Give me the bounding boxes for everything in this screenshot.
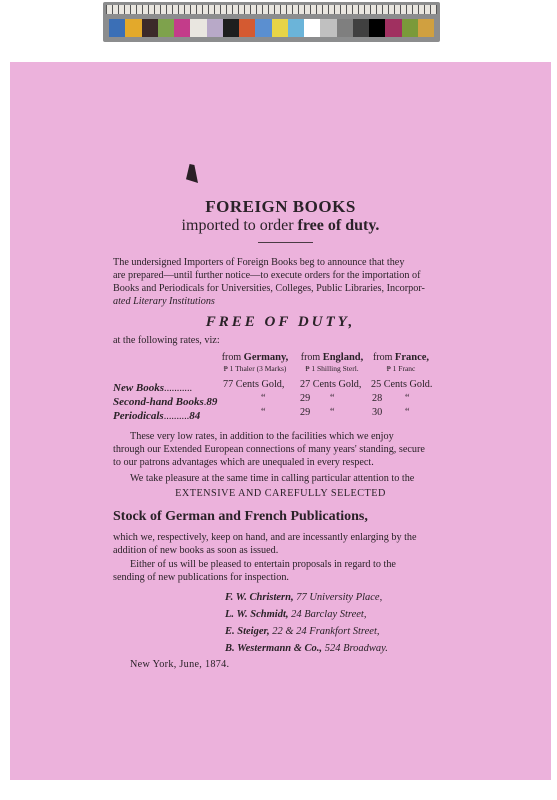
para4-line-1: which we, respectively, keep on hand, and are incessantly enlarging by the — [113, 532, 417, 543]
signatory: L. W. Schmidt, 24 Barclay Street, — [225, 609, 367, 620]
signatory: B. Westermann & Co., 524 Broadway. — [225, 643, 388, 654]
ditto-mark: “ — [330, 407, 335, 418]
subtitle-pre: imported to order — [181, 217, 294, 234]
ditto-mark: “ — [405, 393, 410, 404]
signatory: E. Steiger, 22 & 24 Frankfort Street, — [225, 626, 380, 637]
color-chip — [288, 19, 304, 37]
table-row: Second-hand Books.89 — [113, 396, 218, 408]
rates-intro: at the following rates, viz: — [113, 335, 220, 346]
dateline: New York, June, 1874. — [130, 659, 230, 670]
intro-line-3: Books and Periodicals for Universities, Colleges, Public Libraries, Incorpor- — [113, 283, 425, 294]
table-row: New Books........... — [113, 382, 193, 394]
cell-england: 27 Cents Gold, — [300, 379, 362, 390]
cell-england: 29 — [300, 393, 311, 404]
intro-line-2: are prepared—until further notice—to execute orders for the importation of — [113, 270, 421, 281]
extensive-heading: EXTENSIVE AND CAREFULLY SELECTED — [175, 488, 386, 499]
col-germany: from Germany, ₱ 1 Thaler (3 Marks) — [221, 352, 289, 373]
para2-line-2: through our Extended European connections of many years' standing, secure — [113, 444, 425, 455]
color-chip — [174, 19, 190, 37]
title: FOREIGN BOOKS — [205, 197, 356, 216]
table-row: Periodicals..........84 — [113, 410, 201, 422]
cell-france: 28 — [372, 393, 383, 404]
subtitle-bold: free of duty. — [297, 217, 380, 234]
col-france: from France, ₱ 1 Franc — [372, 352, 430, 373]
color-chip — [207, 19, 223, 37]
stock-heading: Stock of German and French Publications, — [113, 509, 368, 524]
color-chip — [190, 19, 206, 37]
signatory: F. W. Christern, 77 University Place, — [225, 592, 383, 603]
color-chip — [239, 19, 255, 37]
cell-france: 25 Cents Gold. — [371, 379, 433, 390]
cell-england: 29 — [300, 407, 311, 418]
col-england: from England, ₱ 1 Shilling Sterl. — [300, 352, 364, 373]
color-chip — [369, 19, 385, 37]
intro-line-1: The undersigned Importers of Foreign Books beg to announce that they — [113, 257, 405, 268]
color-chip — [304, 19, 320, 37]
color-chip — [402, 19, 418, 37]
color-chip — [109, 19, 125, 37]
color-chip — [418, 19, 434, 37]
pink-broadside-sheet — [10, 62, 551, 780]
color-calibration-card — [103, 2, 440, 42]
color-chip — [125, 19, 141, 37]
intro-line-4: ated Literary Institutions — [113, 296, 215, 307]
color-chip — [142, 19, 158, 37]
color-chip — [255, 19, 271, 37]
cell-germany: 77 Cents Gold, — [223, 379, 285, 390]
ditto-mark: “ — [330, 393, 335, 404]
ornamental-divider — [258, 242, 313, 243]
para2-line-3: to our patrons advantages which are unequaled in every respect. — [113, 457, 374, 468]
para2-line-1: These very low rates, in addition to the facilities which we enjoy — [130, 431, 394, 442]
para5-line-2: sending of new publications for inspection. — [113, 572, 289, 583]
color-chip — [158, 19, 174, 37]
cell-france: 30 — [372, 407, 383, 418]
ditto-mark: “ — [261, 407, 266, 418]
free-of-duty-heading: FREE OF DUTY, — [205, 314, 356, 330]
ditto-mark: “ — [405, 407, 410, 418]
color-chip — [223, 19, 239, 37]
color-chip — [337, 19, 353, 37]
color-chip-strip — [109, 19, 434, 37]
color-chip — [385, 19, 401, 37]
color-chip — [353, 19, 369, 37]
para3: We take pleasure at the same time in calling particular attention to the — [130, 473, 415, 484]
para4-line-2: addition of new books as soon as issued. — [113, 545, 279, 556]
ink-mark — [186, 164, 198, 183]
color-chip — [272, 19, 288, 37]
ditto-mark: “ — [261, 393, 266, 404]
para5-line-1: Either of us will be pleased to entertain proposals in regard to the — [130, 559, 396, 570]
color-chip — [320, 19, 336, 37]
calibration-ruler — [106, 5, 437, 14]
subtitle — [10, 217, 551, 235]
